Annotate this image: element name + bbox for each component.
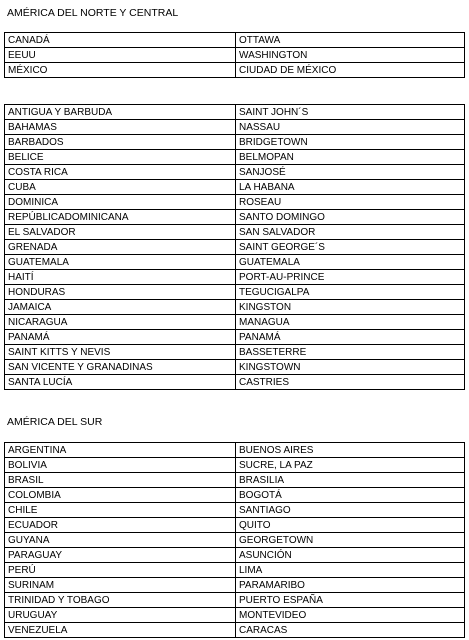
capital-cell: LA HABANA xyxy=(236,180,465,195)
country-cell: SAN VICENTE Y GRANADINAS xyxy=(5,360,236,375)
table-row xyxy=(5,285,465,300)
capital-cell: SANJOSÉ xyxy=(236,165,465,180)
capital-cell: KINGSTON xyxy=(236,300,465,315)
table-row xyxy=(5,518,465,533)
country-cell: EL SALVADOR xyxy=(5,225,236,240)
country-cell: JAMAICA xyxy=(5,300,236,315)
south-america-table xyxy=(4,442,465,638)
table-row xyxy=(5,33,465,48)
table-row xyxy=(5,63,465,78)
country-cell: COSTA RICA xyxy=(5,165,236,180)
country-cell: VENEZUELA xyxy=(5,623,236,638)
table-row xyxy=(5,608,465,623)
table-row xyxy=(5,270,465,285)
capital-cell: PUERTO ESPAÑA xyxy=(236,593,465,608)
heading-north-central-america: AMÉRICA DEL NORTE Y CENTRAL xyxy=(7,7,179,19)
country-cell: COLOMBIA xyxy=(5,488,236,503)
capital-cell: BASSETERRE xyxy=(236,345,465,360)
capital-cell: SAINT JOHN´S xyxy=(236,105,465,120)
capital-cell: NASSAU xyxy=(236,120,465,135)
capital-cell: LIMA xyxy=(236,563,465,578)
country-cell: CUBA xyxy=(5,180,236,195)
country-cell: ECUADOR xyxy=(5,518,236,533)
capital-cell: ASUNCIÓN xyxy=(236,548,465,563)
table-row xyxy=(5,180,465,195)
country-cell: BELICE xyxy=(5,150,236,165)
country-cell: BRASIL xyxy=(5,473,236,488)
country-cell: URUGUAY xyxy=(5,608,236,623)
capital-cell: BRASILIA xyxy=(236,473,465,488)
capital-cell: SUCRE, LA PAZ xyxy=(236,458,465,473)
table-row xyxy=(5,105,465,120)
capital-cell: PARAMARIBO xyxy=(236,578,465,593)
table-row xyxy=(5,165,465,180)
country-cell: GUYANA xyxy=(5,533,236,548)
central-america-table xyxy=(4,104,465,390)
capital-cell: BRIDGETOWN xyxy=(236,135,465,150)
table-row xyxy=(5,240,465,255)
capital-cell: GEORGETOWN xyxy=(236,533,465,548)
country-cell: PANAMÁ xyxy=(5,330,236,345)
capital-cell: OTTAWA xyxy=(236,33,465,48)
country-cell: ARGENTINA xyxy=(5,443,236,458)
table-row xyxy=(5,443,465,458)
capital-cell: CARACAS xyxy=(236,623,465,638)
capital-cell: SANTIAGO xyxy=(236,503,465,518)
country-cell: DOMINICA xyxy=(5,195,236,210)
capital-cell: TEGUCIGALPA xyxy=(236,285,465,300)
heading-south-america: AMÉRICA DEL SUR xyxy=(7,416,103,428)
capital-cell: PORT-AU-PRINCE xyxy=(236,270,465,285)
table-row xyxy=(5,300,465,315)
table-row xyxy=(5,458,465,473)
table-row xyxy=(5,345,465,360)
capital-cell: BELMOPAN xyxy=(236,150,465,165)
table-row xyxy=(5,315,465,330)
capital-cell: ROSEAU xyxy=(236,195,465,210)
country-cell: SURINAM xyxy=(5,578,236,593)
capital-cell: MANAGUA xyxy=(236,315,465,330)
country-cell: SAINT KITTS Y NEVIS xyxy=(5,345,236,360)
country-cell: MÉXICO xyxy=(5,63,236,78)
table-row xyxy=(5,533,465,548)
country-cell: GUATEMALA xyxy=(5,255,236,270)
country-cell: TRINIDAD Y TOBAGO xyxy=(5,593,236,608)
country-cell: PERÚ xyxy=(5,563,236,578)
table-row xyxy=(5,623,465,638)
capital-cell: BOGOTÁ xyxy=(236,488,465,503)
table-row xyxy=(5,330,465,345)
country-cell: EEUU xyxy=(5,48,236,63)
table-row xyxy=(5,255,465,270)
capital-cell: PANAMÁ xyxy=(236,330,465,345)
country-cell: CHILE xyxy=(5,503,236,518)
table-row xyxy=(5,563,465,578)
capital-cell: QUITO xyxy=(236,518,465,533)
country-cell: HONDURAS xyxy=(5,285,236,300)
capital-cell: SAN SALVADOR xyxy=(236,225,465,240)
table-row xyxy=(5,195,465,210)
capital-cell: CASTRIES xyxy=(236,375,465,390)
country-cell: GRENADA xyxy=(5,240,236,255)
country-cell: CANADÁ xyxy=(5,33,236,48)
country-cell: REPÚBLICADOMINICANA xyxy=(5,210,236,225)
country-cell: PARAGUAY xyxy=(5,548,236,563)
table-row xyxy=(5,578,465,593)
north-america-table xyxy=(4,32,465,78)
table-row xyxy=(5,593,465,608)
country-cell: SANTA LUCÍA xyxy=(5,375,236,390)
table-row xyxy=(5,225,465,240)
capital-cell: WASHINGTON xyxy=(236,48,465,63)
table-row xyxy=(5,488,465,503)
table-row xyxy=(5,135,465,150)
country-cell: BAHAMAS xyxy=(5,120,236,135)
table-row xyxy=(5,150,465,165)
capital-cell: SANTO DOMINGO xyxy=(236,210,465,225)
capital-cell: SAINT GEORGE´S xyxy=(236,240,465,255)
table-row xyxy=(5,210,465,225)
capital-cell: KINGSTOWN xyxy=(236,360,465,375)
country-cell: NICARAGUA xyxy=(5,315,236,330)
capital-cell: CIUDAD DE MÉXICO xyxy=(236,63,465,78)
table-row xyxy=(5,375,465,390)
table-row xyxy=(5,48,465,63)
table-row xyxy=(5,548,465,563)
country-cell: BARBADOS xyxy=(5,135,236,150)
table-row xyxy=(5,360,465,375)
table-row xyxy=(5,503,465,518)
country-cell: HAITÍ xyxy=(5,270,236,285)
capital-cell: MONTEVIDEO xyxy=(236,608,465,623)
country-cell: BOLIVIA xyxy=(5,458,236,473)
country-cell: ANTIGUA Y BARBUDA xyxy=(5,105,236,120)
capital-cell: BUENOS AIRES xyxy=(236,443,465,458)
table-row xyxy=(5,473,465,488)
table-row xyxy=(5,120,465,135)
capital-cell: GUATEMALA xyxy=(236,255,465,270)
